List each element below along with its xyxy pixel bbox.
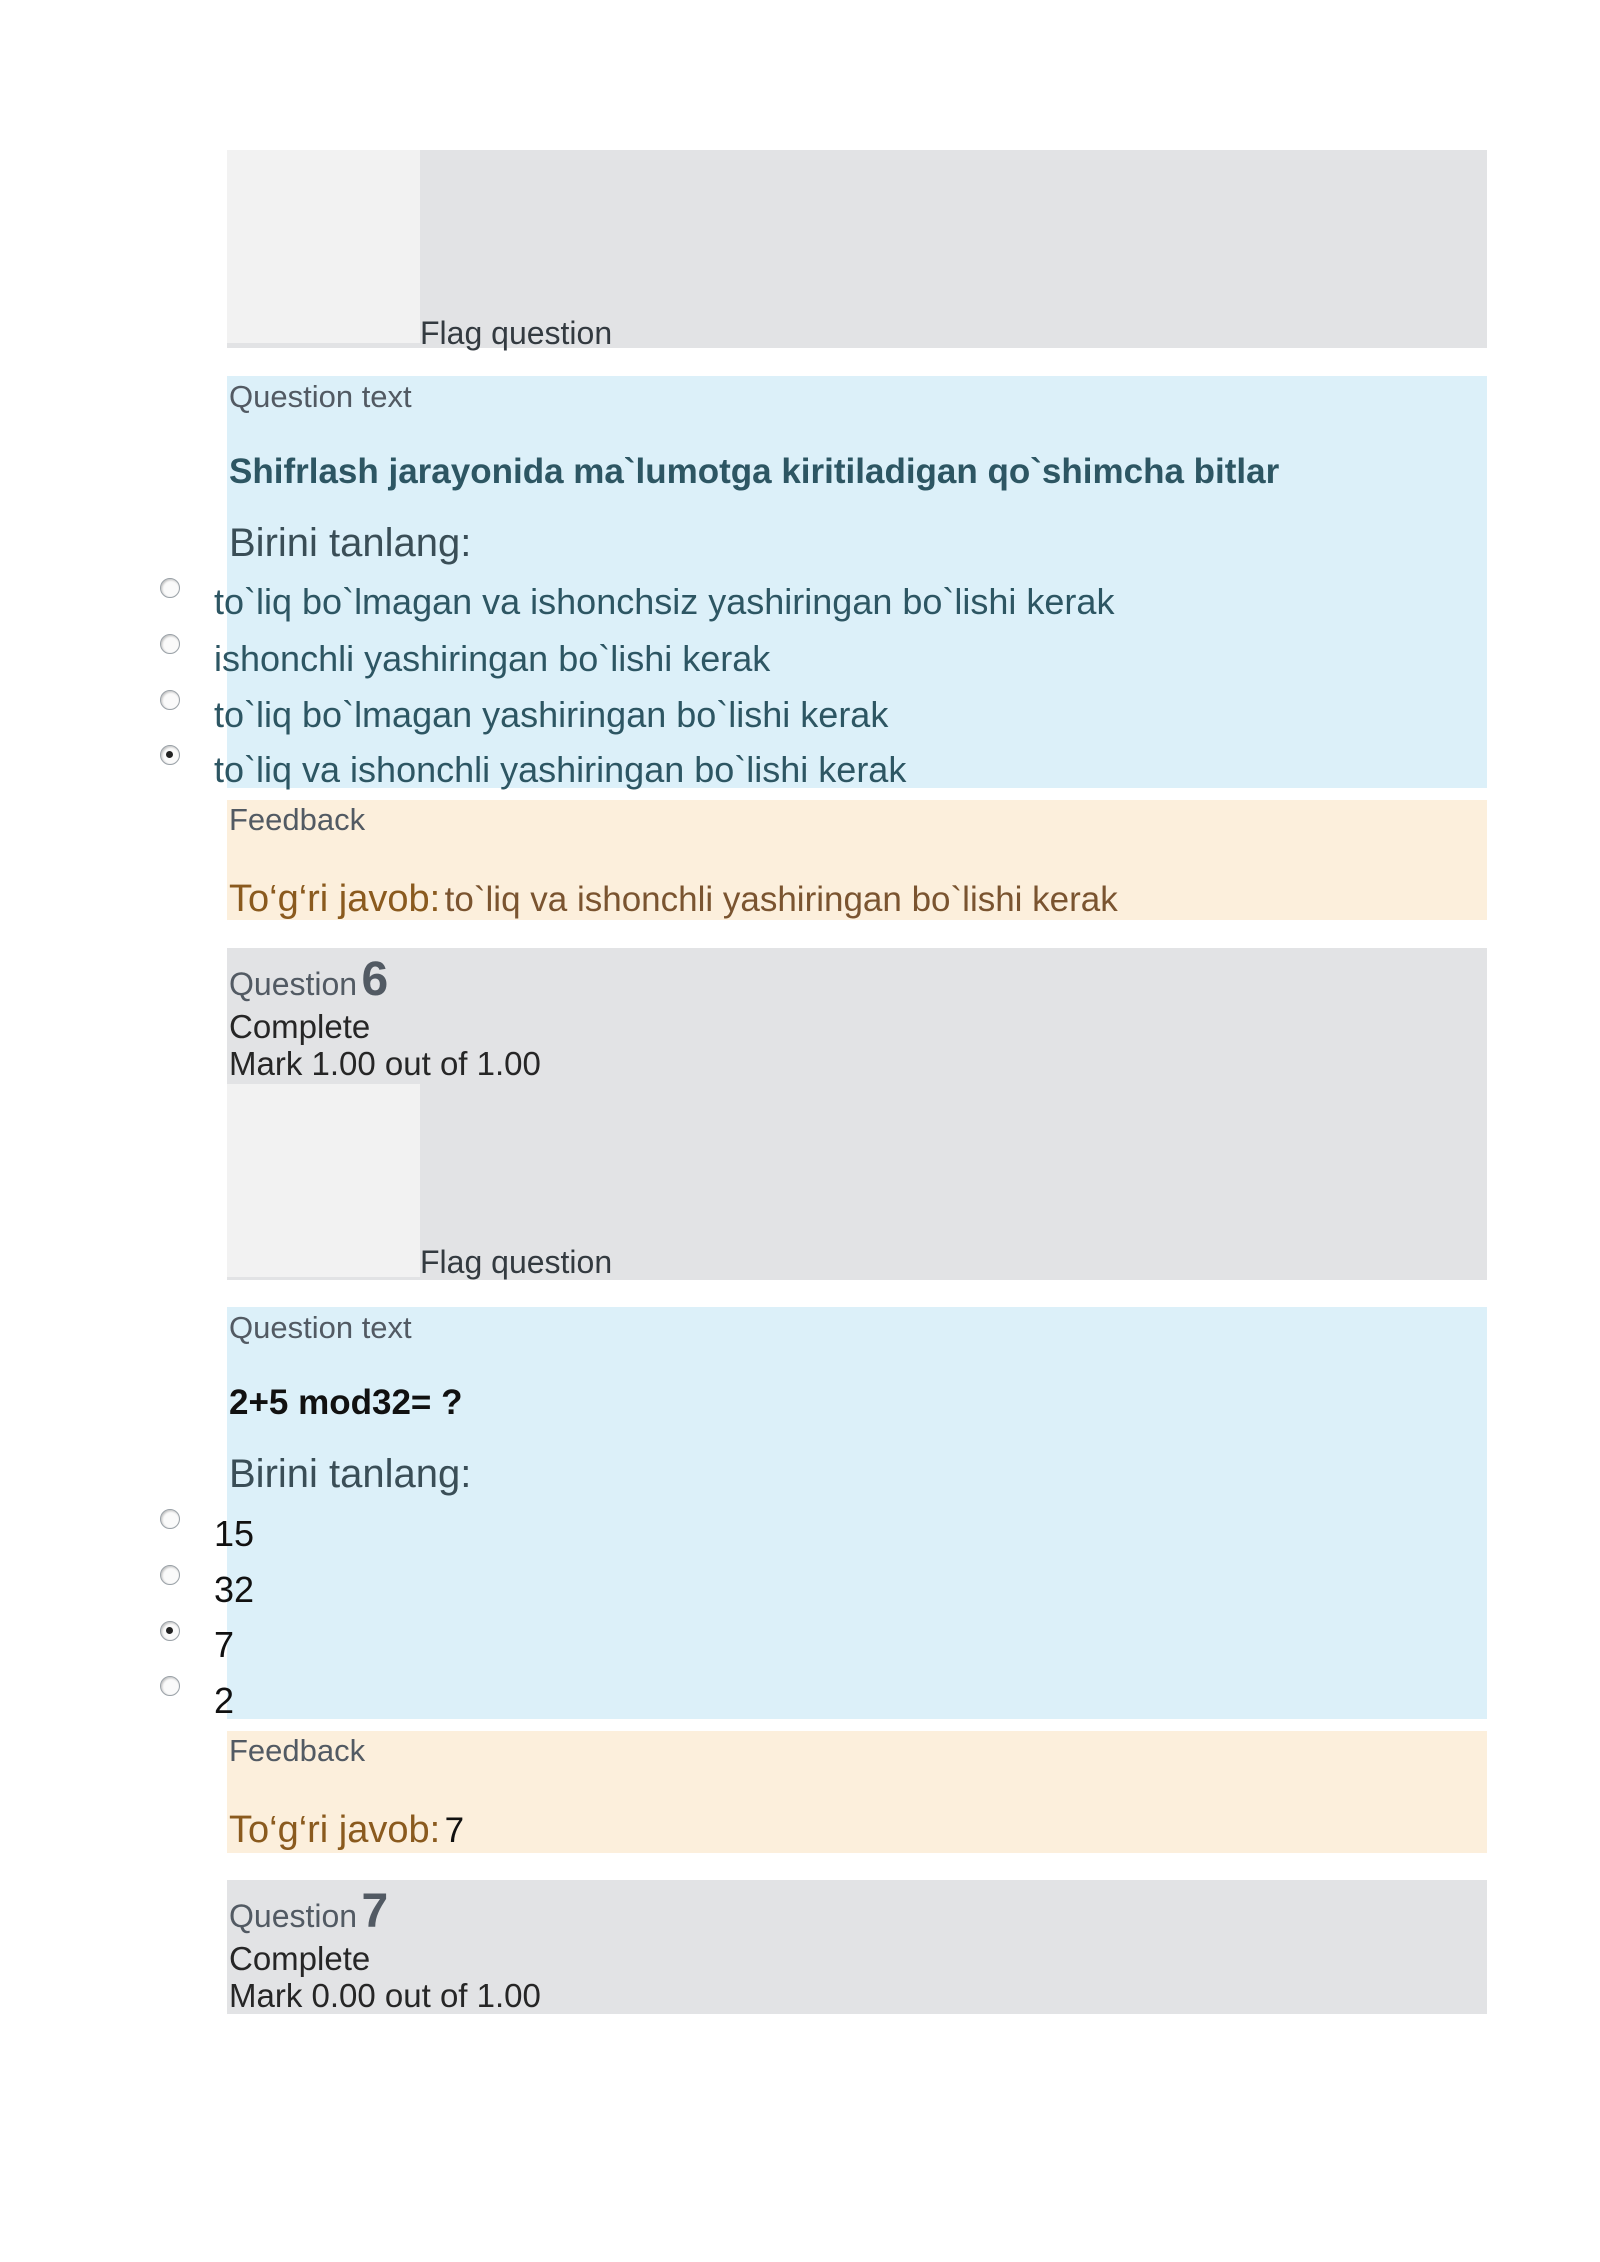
question-6-info-panel: [227, 948, 1487, 1280]
correct-answer: [229, 1811, 464, 1849]
question-number-heading: [229, 953, 389, 1006]
option-radio[interactable]: [160, 1509, 180, 1529]
option-radio[interactable]: [160, 690, 180, 710]
option-label[interactable]: to`liq va ishonchli yashiringan bo`lishi kerak: [214, 749, 907, 790]
flag-icon-placeholder[interactable]: [227, 150, 420, 343]
question-mark: Mark 0.00 out of 1.00: [229, 1977, 541, 2014]
question-mark: Mark 1.00 out of 1.00: [229, 1045, 541, 1082]
question-5-info-panel: [227, 150, 1487, 351]
question-title: Shifrlash jarayonida ma`lumotga kiritiladigan qo`shimcha bitlar: [229, 452, 1280, 491]
option-label[interactable]: to`liq bo`lmagan va ishonchsiz yashiringan bo`lishi kerak: [214, 581, 1115, 622]
option-radio[interactable]: [160, 1565, 180, 1585]
question-6-content: [227, 1307, 1487, 1719]
option-label[interactable]: 15: [214, 1513, 255, 1554]
option-label[interactable]: ishonchli yashiringan bo`lishi kerak: [214, 638, 771, 679]
option-radio-selected[interactable]: [160, 745, 180, 765]
question-status: Complete: [229, 1008, 371, 1045]
option-radio[interactable]: [160, 1676, 180, 1696]
question-status: Complete: [229, 1940, 371, 1977]
question-number: 7: [361, 1885, 389, 1938]
question-word: Question: [229, 1898, 358, 1934]
flag-icon-placeholder[interactable]: [227, 1084, 420, 1277]
question-text-label: Question text: [229, 1310, 412, 1345]
choose-one-prompt: Birini tanlang:: [229, 521, 472, 565]
correct-answer-text: 7: [444, 1811, 465, 1850]
option-radio-selected[interactable]: [160, 1621, 180, 1641]
option-radio[interactable]: [160, 578, 180, 598]
question-title: 2+5 mod32= ?: [229, 1383, 463, 1422]
flag-question-link[interactable]: Flag question: [420, 1244, 613, 1280]
question-5-feedback: [227, 800, 1487, 920]
feedback-label: Feedback: [229, 802, 366, 837]
question-6-feedback: [227, 1731, 1487, 1853]
correct-answer-prefix: To‘g‘ri javob:: [229, 1809, 441, 1851]
option-label[interactable]: to`liq bo`lmagan yashiringan bo`lishi kerak: [214, 694, 889, 735]
option-label[interactable]: 32: [214, 1569, 255, 1610]
correct-answer-text: to`liq va ishonchli yashiringan bo`lishi kerak: [444, 880, 1118, 919]
option-radio[interactable]: [160, 634, 180, 654]
option-label[interactable]: 2: [214, 1680, 235, 1721]
flag-question-link[interactable]: Flag question: [420, 315, 613, 351]
choose-one-prompt: Birini tanlang:: [229, 1452, 472, 1496]
question-number-heading: [229, 1885, 389, 1938]
question-text-label: Question text: [229, 379, 412, 414]
correct-answer: [229, 880, 1118, 918]
question-word: Question: [229, 966, 358, 1002]
question-7-info-panel: [227, 1880, 1487, 2014]
question-number: 6: [361, 953, 389, 1006]
feedback-label: Feedback: [229, 1733, 366, 1768]
option-label[interactable]: 7: [214, 1624, 235, 1665]
correct-answer-prefix: To‘g‘ri javob:: [229, 878, 441, 920]
